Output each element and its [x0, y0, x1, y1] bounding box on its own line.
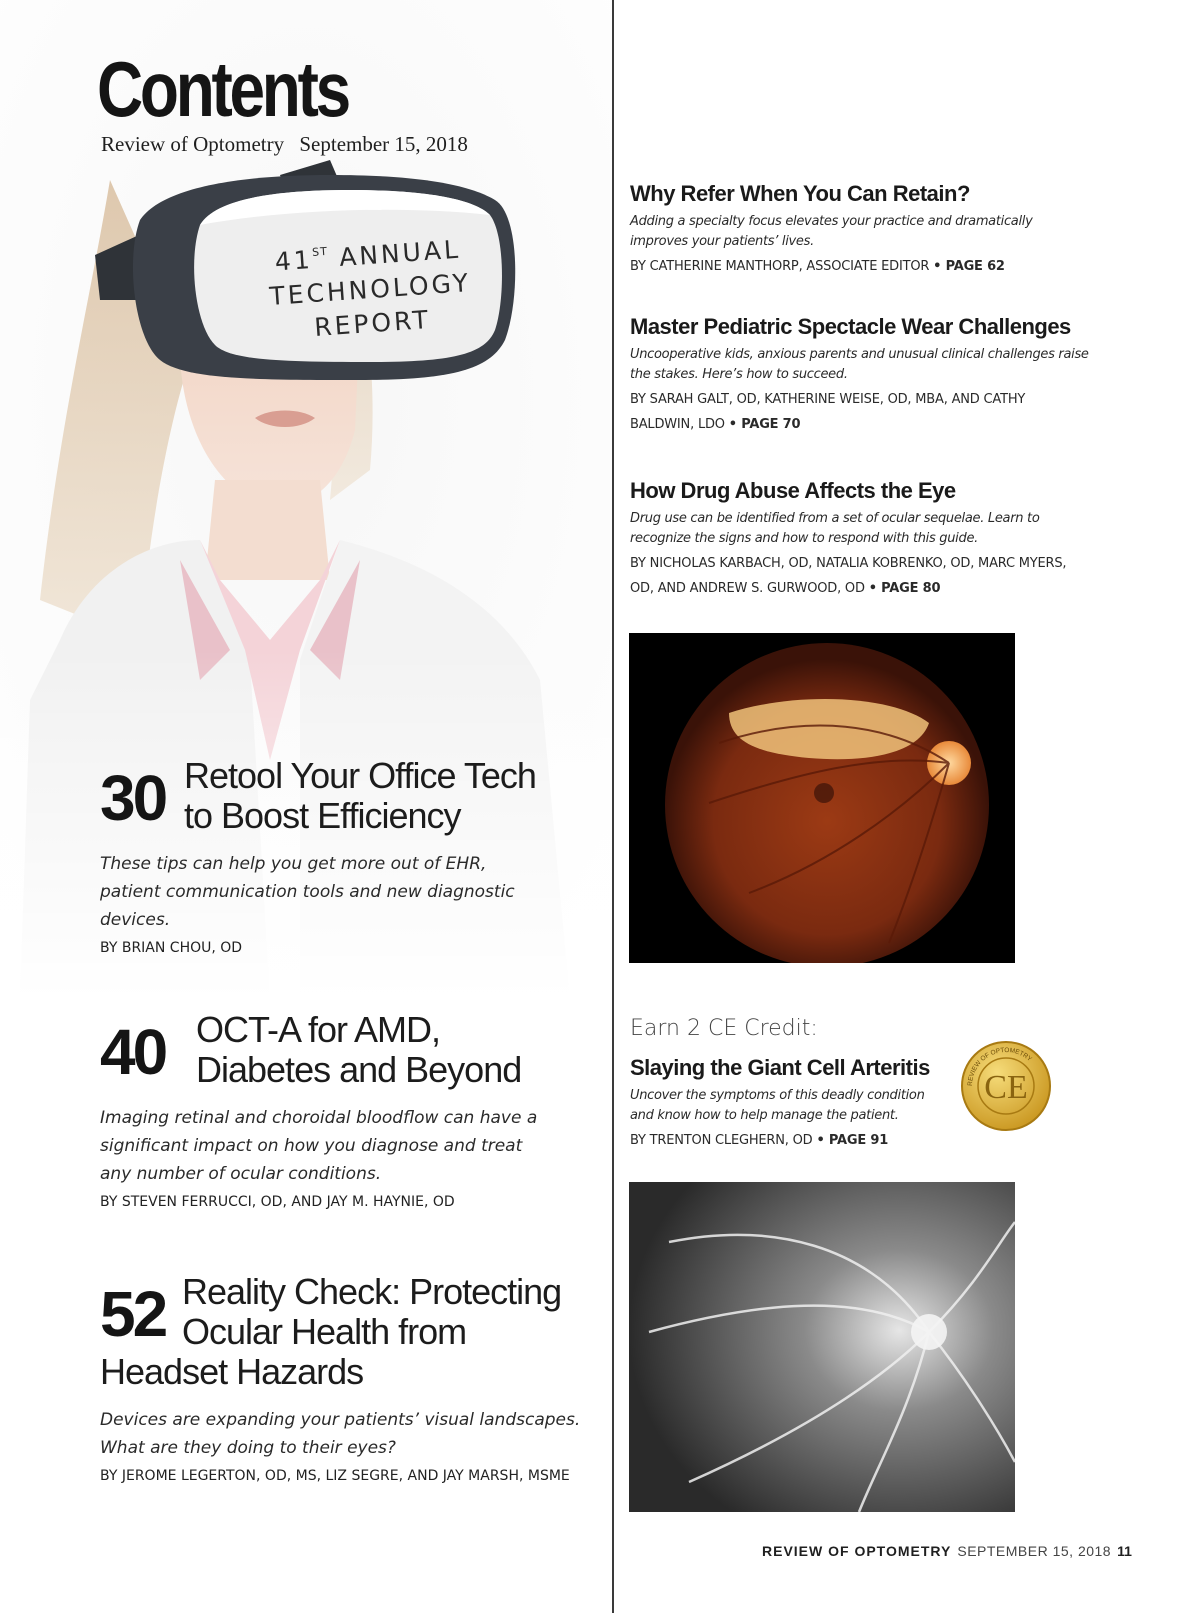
headset-line-1: 41ST ANNUAL	[273, 234, 462, 277]
fundus-photo-graphic	[629, 633, 1015, 963]
ce-credit-label: Earn 2 CE Credit:	[630, 1016, 818, 1041]
article-title: Slaying the Giant Cell Arteritis	[630, 1055, 930, 1080]
page-title: Contents	[97, 45, 348, 133]
angiogram-photo-graphic	[629, 1182, 1015, 1512]
feature-title-line: Reality Check: Protecting	[182, 1271, 562, 1312]
feature-page-number: 30	[100, 762, 166, 834]
feature-title-line: to Boost Efficiency	[184, 795, 461, 836]
issue-date: September 15, 2018	[299, 132, 468, 156]
page-footer	[762, 1543, 1132, 1559]
article-page-ref: • PAGE 70	[728, 417, 801, 432]
headset-label	[242, 223, 499, 349]
feature-byline: BY STEVEN FERRUCCI, OD, AND JAY M. HAYNIE, OD	[100, 1194, 455, 1210]
article-page-ref: • PAGE 80	[868, 581, 941, 596]
feature-page-number: 40	[100, 1016, 166, 1088]
article-item[interactable]	[630, 180, 1090, 279]
footer-date: SEPTEMBER 15, 2018	[957, 1543, 1112, 1559]
headset-line-2: TECHNOLOGY	[268, 267, 472, 311]
feature-item[interactable]	[100, 1272, 600, 1484]
article-byline: BY SARAH GALT, OD, KATHERINE WEISE, OD, MBA, AND CATHY BALDWIN, LDO • PAGE 70	[630, 392, 1026, 432]
feature-item[interactable]	[100, 1010, 600, 1210]
article-page-ref: • PAGE 91	[816, 1133, 889, 1148]
article-description: Drug use can be identified from a set of ocular sequelae. Learn to recognize the signs and how to respond with this guide.	[630, 511, 1040, 546]
angiogram-photo	[629, 1182, 1015, 1512]
article-page-ref: • PAGE 62	[933, 259, 1005, 274]
feature-byline: BY JEROME LEGERTON, OD, MS, LIZ SEGRE, AND JAY MARSH, MSME	[100, 1468, 570, 1484]
article-byline: BY TRENTON CLEGHERN, OD • PAGE 91	[630, 1133, 889, 1148]
ce-article[interactable]	[630, 1054, 950, 1153]
article-title: Why Refer When You Can Retain?	[630, 181, 970, 206]
ce-seal-icon	[960, 1040, 1052, 1132]
feature-page-number: 52	[100, 1278, 166, 1350]
feature-description: Imaging retinal and choroidal bloodflow can have a significant impact on how you diagnose and treat any number of ocular conditions.	[100, 1108, 538, 1184]
publication-name: Review of Optometry	[101, 132, 285, 156]
feature-title-line: Retool Your Office Tech	[184, 755, 536, 796]
article-title: How Drug Abuse Affects the Eye	[630, 478, 956, 503]
feature-title-line: OCT-A for AMD,	[196, 1009, 441, 1050]
feature-title-line: Ocular Health from	[182, 1311, 467, 1352]
headset-line-3: REPORT	[313, 304, 432, 342]
article-item[interactable]	[630, 477, 1090, 601]
svg-text:CE: CE	[984, 1069, 1028, 1106]
feature-byline: BY BRIAN CHOU, OD	[100, 940, 243, 956]
article-description: Uncover the symptoms of this deadly condition and know how to help manage the patient.	[630, 1088, 925, 1123]
feature-item[interactable]	[100, 756, 600, 956]
column-divider	[612, 0, 614, 1613]
footer-publication: REVIEW OF OPTOMETRY	[762, 1543, 952, 1559]
article-title: Master Pediatric Spectacle Wear Challenges	[630, 314, 1071, 339]
article-byline: BY CATHERINE MANTHORP, ASSOCIATE EDITOR • PAGE 62	[630, 259, 1005, 274]
feature-description: Devices are expanding your patients’ visual landscapes. What are they doing to their eyes?	[100, 1410, 581, 1458]
feature-description: These tips can help you get more out of EHR, patient communication tools and new diagnostic devices.	[100, 854, 515, 930]
feature-title-line: Diabetes and Beyond	[196, 1049, 522, 1090]
masthead	[101, 132, 468, 157]
article-description: Uncooperative kids, anxious parents and unusual clinical challenges raise the stakes. Here’s how to succeed.	[630, 347, 1089, 382]
fundus-photo	[629, 633, 1015, 963]
svg-text:REVIEW OF OPTOMETRY: REVIEW OF OPTOMETRY	[966, 1046, 1033, 1087]
footer-page-number: 11	[1117, 1543, 1132, 1559]
article-item[interactable]	[630, 313, 1090, 437]
article-description: Adding a specialty focus elevates your practice and dramatically improves your patients’ lives.	[630, 214, 1033, 249]
feature-title-line: Headset Hazards	[100, 1351, 364, 1392]
article-byline: BY NICHOLAS KARBACH, OD, NATALIA KOBRENKO, OD, MARC MYERS, OD, AND ANDREW S. GURWOOD, OD • PAGE 80	[630, 556, 1067, 596]
